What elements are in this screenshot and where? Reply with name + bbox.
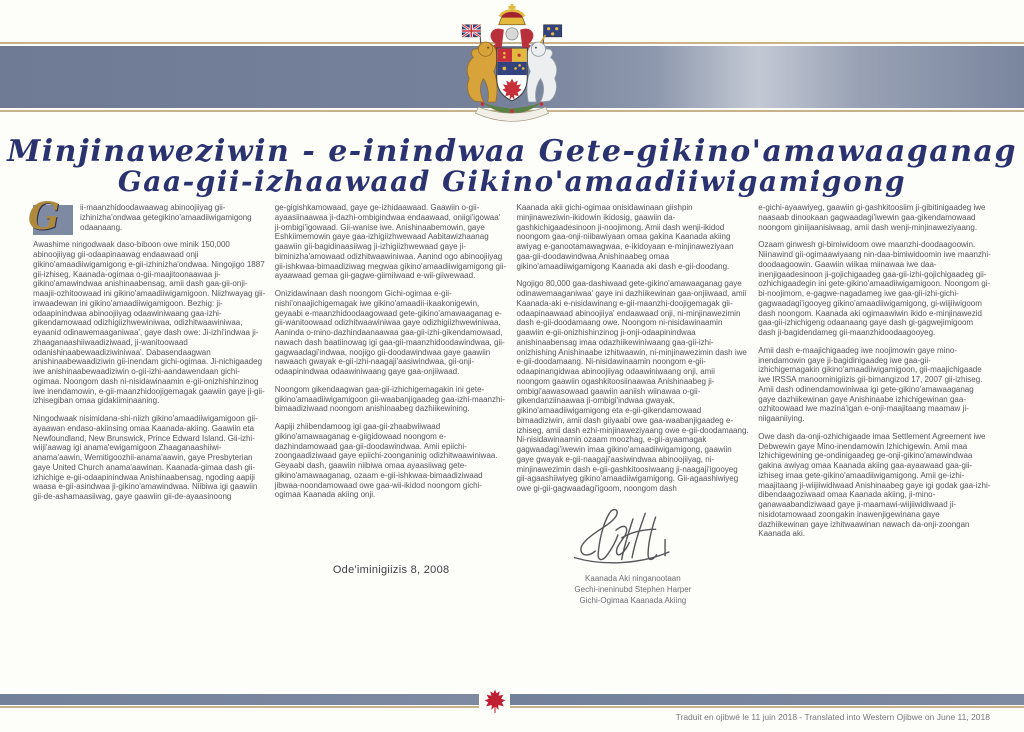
text-column-1 [28,194,266,510]
opening-paragraph [28,194,266,238]
paragraph: Ngojigo 80,000 gaa-dashiwaad gete-gikino'amawaaganag gaye odinawemaaganiwaa' gaye ini dazhiikewinan gaa-onjiiwaad, amii Kaanada-aki e-nisidawinang e-gii-maanzhi-doojigemagak gii-odaapinaawaad abinoojiiya' endaawaad onji, ni-minjinawezimin dash e-gii-doodamaang owe. Noongom ni-nisidawinaamin gaawiin e-gii-onizhishinzinog ji-onji-odaapinindwaa anishinaabensag imaa odazhiikewiniwaang gaa-gii-izhi-onizhishing Anishinaabe izhitwaawin, ni-minjinawezimin dash iwe e-gii-doodamaang. Ni-nisidawinaamin noongom e-gii-odaapinangidwaa abinoojiiyag odaawiniwaang onji, amii noongom gaawiin ogashkitoosiinaawaa Anishinaabeg ji-ombigi'aawasowaad gaawiin aaniish wiinawaa o-gii-gikendanziinaawaa ji-ombigi'indwaa gwayak, gikino'amaadiiwigamigong eta e-gii-gikendamowaad bimaadiziwin, amii dash giiyaabi owe gaa-waabanjigaadeg e-izhiseg, amii dash ezhi-minjinaweziyaang owe e-gii-doodamaang. Ni-nisidawinaamin ozaam moozhag, e-gii-ayaamagak gagwaadagi'iwewin imaa gikino'amaadiiwigamigong, gaawiin gaye gwayak e-gii-naagaji'aasiwindwaa abinoojiiyag, ni-minjinawezimin dash e-gii-gashkitoosiwaang ji-naagaji'igooyeg gii-agaashiiwiyeg gikino'amaadiiwigamigong. Gii-agaashiwiyeg owe gi-gii-gagwaadagi'igoom, noongom dash [516,279,749,493]
stephen-harper-signature-icon [567,502,699,568]
paragraph: ge-gigishkamowaad, gaye ge-izhidaawaad. Gaawiin o-gii-ayaasiinaawaa ji-dazhi-ombigindwaa endaawaad, oniigi'igowaa' ji-ombigi'igowaad. Gii-wanise iwe. Anishinaabemowin, gaye Eshkiimemowin gaye gaa-izhigiizhwewaad Aabitawizhaanag gaawiin gii-bagidinaasiiwag ji-izhigiizhwewaad gaye ji-biminizha'amowaad odizhitwaawiniwaa. Aanind ogo abinoojiiyag gii-ishkwaa-bimaadiziwag megwaa gikino'amaadiiwigamigong gii-ayaawaad gemaa gii-gagwe-giimiiwaad e-wii-giiwewaad. [274,203,507,281]
body-columns [28,194,991,606]
paragraph: Awashime ningodwaak daso-biboon owe minik 150,000 abinoojiiyag gii-odaapinaawag endaawaad onji gikino'amaadiiwigamigong e-gii-izhinizha'ondwaa. Ningojigo 1887 gii-izhiseg, Kaanada-ogimaa o-gii-maajitoonaawaa ji-gikino'amawindwaa anishinaabensag, amii dash gaa-gii-onji-maajii-ozhitoowaad ini gikino'amaadiiwigamigoon. Niizhwayag gii-inwaadewan ini gikino'amaadiiwigamigoon. Bezhig: ji-odaapinindwaa abinoojiiyag odaawiniwaang gaa-izhi-gikendamowaad odizhigiizhwewiniwaa, odizhitwaawiniwaa, eyaanid odinawemaaganiwaa', gaye dash owe: Ji-izhi'indwaa ji-zhaaganaashiiwaadiziwaad, ji-wanitoowaad odanishinaabewaadiziwiniwaa'. Dabasendaagwan anishinaabewaadiziwin gii-inendam gichi-ogimaa. Ji-nichigaadeg iwe anishinaabewaadiziwin o-gii-izhi-aandawendaan gichi-ogimaa. Noongom dash ni-nisidawinaamin e-gii-onizhishinzinog iwe inendamowin, e-gii-maanzhidoojigemagak gaawiin gaye ji-gii-izhisegiban omaa gidakiiminaaning. [33,240,266,406]
canada-coat-of-arms-icon [451,3,573,141]
paragraph: Onizidawinaan dash noongom Gichi-ogimaa e-gii-nishi'onaajichigemagak iwe gikino'amaadii-ikaakonigewin, geyaabi e-maanzhidoodaagowaad gete-gikino'amawaaganag e-gii-wanitoowaad odizhitwaawiniwaa gaye odizhigiizhwewiniwaa. Aaninda o-mino-dazhindaanaawaa gaa-gii-izhi-gikendamowaad, nawach dash baatiinowag igi gaa-gii-maanzhidoodawindwaa, gii-gagwaadagi'indwaa, noojigo gii-doodawindwaa gaye gaawiin nawaach gwayak e-gii-izhi-naagaji'aasiwindwaa, gii-onji-odaapinindwaa odaawiniwaang gaye gaa-onjiiwaad. [274,289,505,376]
document-title [0,134,1024,199]
dropcap-initial-icon [28,194,73,238]
title-line-2: Gaa-gii-izhaawaad Gikino'amaadiiwigamigong [117,165,907,199]
paragraph: e-gichi-ayaawiyeg, gaawiin gi-gashkitoosiim ji-gibitinigaadeg iwe naasaab dinookaan gagwaadagi'iwewin gaa-gikendamowaad noongom giniijaanisiwaag, amii dash wenji-minjinaweziyaang. [758,203,986,232]
footer-band-left [0,694,479,705]
paragraph: Ozaam ginwesh gi-bimiwidoom owe maanzhi-doodaagoowin. Niinawind gii-ogimaawiyaang nin-daa-bimiwidoomin iwe maanzhi-doodaagoowin. Gaawiin wiikaa miinawaa iwe daa-inenjigaadesinoon ji-gojichigaadeg gaa-gii-izhi-gojichigaadeg gii-ozhichigaadegin ini gete-gikino'amaadiiwigamigoon. Noongom gi-bi-noojimom, e-gagwe-nagadameg iwe gaa-gii-izhi-gichi-gagwaadagi'igooyeg gikino'amaadiiwigamigong, gi-wiijiiwigoom dash noongom. Kaanada aki ogimaawiwin ikido e-minjinawezid gaa-gii-izhichigeng odaanaang gaye dash gi-gagwejimigoom dash ji-bagidendameg gii-maanzhidoodaagooyeg. [758,240,991,337]
paragraph: Aapiji zhiibendamoog igi gaa-gii-zhaabwiiwaad gikino'amawaaganag e-giigidowaad noongom e-dazhindamowaad gaa-gii-doodawindwaa. Amii epiichi-zoongaadiziwaad gaye epiichi-zoonganinig odizhitwaawiniwaa. Geyaabi dash, gaawiin niibiwa omaa ayaasiiwag gete-gikino'amawaaganag, ozaam e-gii-ishkwaa-bimaadiziwaad jibwaa-noondamowaad owe gaa-wii-ikidod noongom gichi-ogimaa Kaanada akiing onji. [274,422,498,500]
maple-leaf-icon [482,686,508,716]
signatory-attribution [517,573,750,607]
text-column-3 [517,203,750,606]
attribution-line-2: Gechi-ineninubd Stephen Harper [574,584,692,594]
paragraph-text: ii-maanzhidoodawaawag abinoojiiyag gii-izhinizha'ondwaa getegikino'amaadiiwigamigong odaanaang. [80,203,252,232]
gold-rule-bottom-right [510,706,1024,708]
attribution-line-3: Gichi-Ogimaa Kaanada Akiing [579,595,687,605]
footer-band-right [510,694,1024,705]
gold-rule-bottom-left [0,706,479,708]
dropcap-letter: G [28,194,60,238]
paragraph: Amii dash e-maajichigaadeg iwe noojimowin gaye mino-inendamowin gaye ji-bagidinigaadeg iwe gaa-gii-izhichigemagakin gikino'amaadiiwigamigoon, gii-maajichigaade iwe IRSSA manoominigiizis gii-bimangizod 17, 2007 gii-izhiseg. Amii dash odinendamowiniwaa igi gete-gikino'amawaaganag gaye dazhiikewinan gaye Anishinaabe izhichigewinan gaa-ozhitoowaad iwe mazina'igan e-onji-maajitaang maamaw ji-niigaaniiying. [758,345,983,423]
text-column-2 [275,203,508,577]
text-column-4 [758,203,991,547]
paragraph: Ningodwaak nisimidana-shi-niizh gikino'amaadiiwigamigoon gii-ayaawan endaso-akiinsing omaa Kaanada-akiing. Gaawiin eta Newfoundland, New Brunswick, Prince Edward Island. Gii-izhi-wiiji'aawag igi anama'ewigamigoon Zhaaganaashiiwi-anama'aawin, Wemitigoozhii-anama'aawin, gaye Presbyterian gaye United Church anama'aawinan. Kaanada-gimaa dash gii-izhichige e-gii-odaapinindwaa Anishinaabensag, ngoding aapiji waasa e-gii-asindwaa ji-gikino'amawindwaa. Niibiwa igi gaawiin gii-de-ashamaasiiwag, gaye gaawiin gii-de-ayaasinoong [33,414,258,501]
title-line-1: Minjinaweziwin - e-inindwaa Gete-gikino'amawaaganag [7,134,1017,169]
paragraph: Noongom gikendaagwan gaa-gii-izhichigemagakin ini gete-gikino'amaadiiwigamigoon gii-waabanjigaadeg gaa-izhi-maanzhi-bimaadiziwaad noongom anishinaabeg dazhiikewining. [274,384,505,414]
signature-block [517,502,750,606]
document-date: Ode'iminigiizis 8, 2008 [332,564,450,576]
paragraph: Kaanada akii gichi-ogimaa onisidawinaan giishpin minjinaweziwin-ikidowin ikidosig, gaawiin da-gashkichigaadesinoon ji-noojimong. Amii dash wenji-ikidod noongom gaa-onji-niibawiyaan omaa gakina Kaanada akiing awiyag e-ganootamawagwaa, e-ikidoyaan e-minjinaweziyaan gaa-gii-doodawindwaa Anishinaabeg omaa gikino'amaadiiwigamigong Kaanada aki dash e-gii-doodang. [516,203,734,271]
attribution-line-1: Kaanada Aki ninganootaan [585,573,681,583]
translation-note: Traduit en ojibwé le 11 juin 2018 - Translated into Western Ojibwe on June 11, 2018 [675,712,990,722]
paragraph: Owe dash da-onji-ozhichigaade imaa Settlement Agreement iwe Debwewin gaye Mino-inendamowin Izhichigewin. Amii maa Izhichigewining ge-ondinigaadeg ge-onji-gikino'amawindwaa gakina awiyag omaa Kaanada akiing gaa-ayaawaad gaa-gii-izhiseg imaa gete-gikino'amaadiiwigamigong. Amii ge-izhi-maajitaang ji-wiijiiwidiwaad Anishinaabeg gaye igi godak gaa-izhi-dibendaagoziwaad omaa Kaanada akiing, ji-mino-ganawaabandiziwaad gaye ji-maamawi-wiijiiwidiwaad ji-nisidotamowaad zoongakin inawenjigewinana gaye dazhiikewinan gaye izhitwaawinan nawach da-onji-zoongan Kaanada aki. [758,431,991,539]
